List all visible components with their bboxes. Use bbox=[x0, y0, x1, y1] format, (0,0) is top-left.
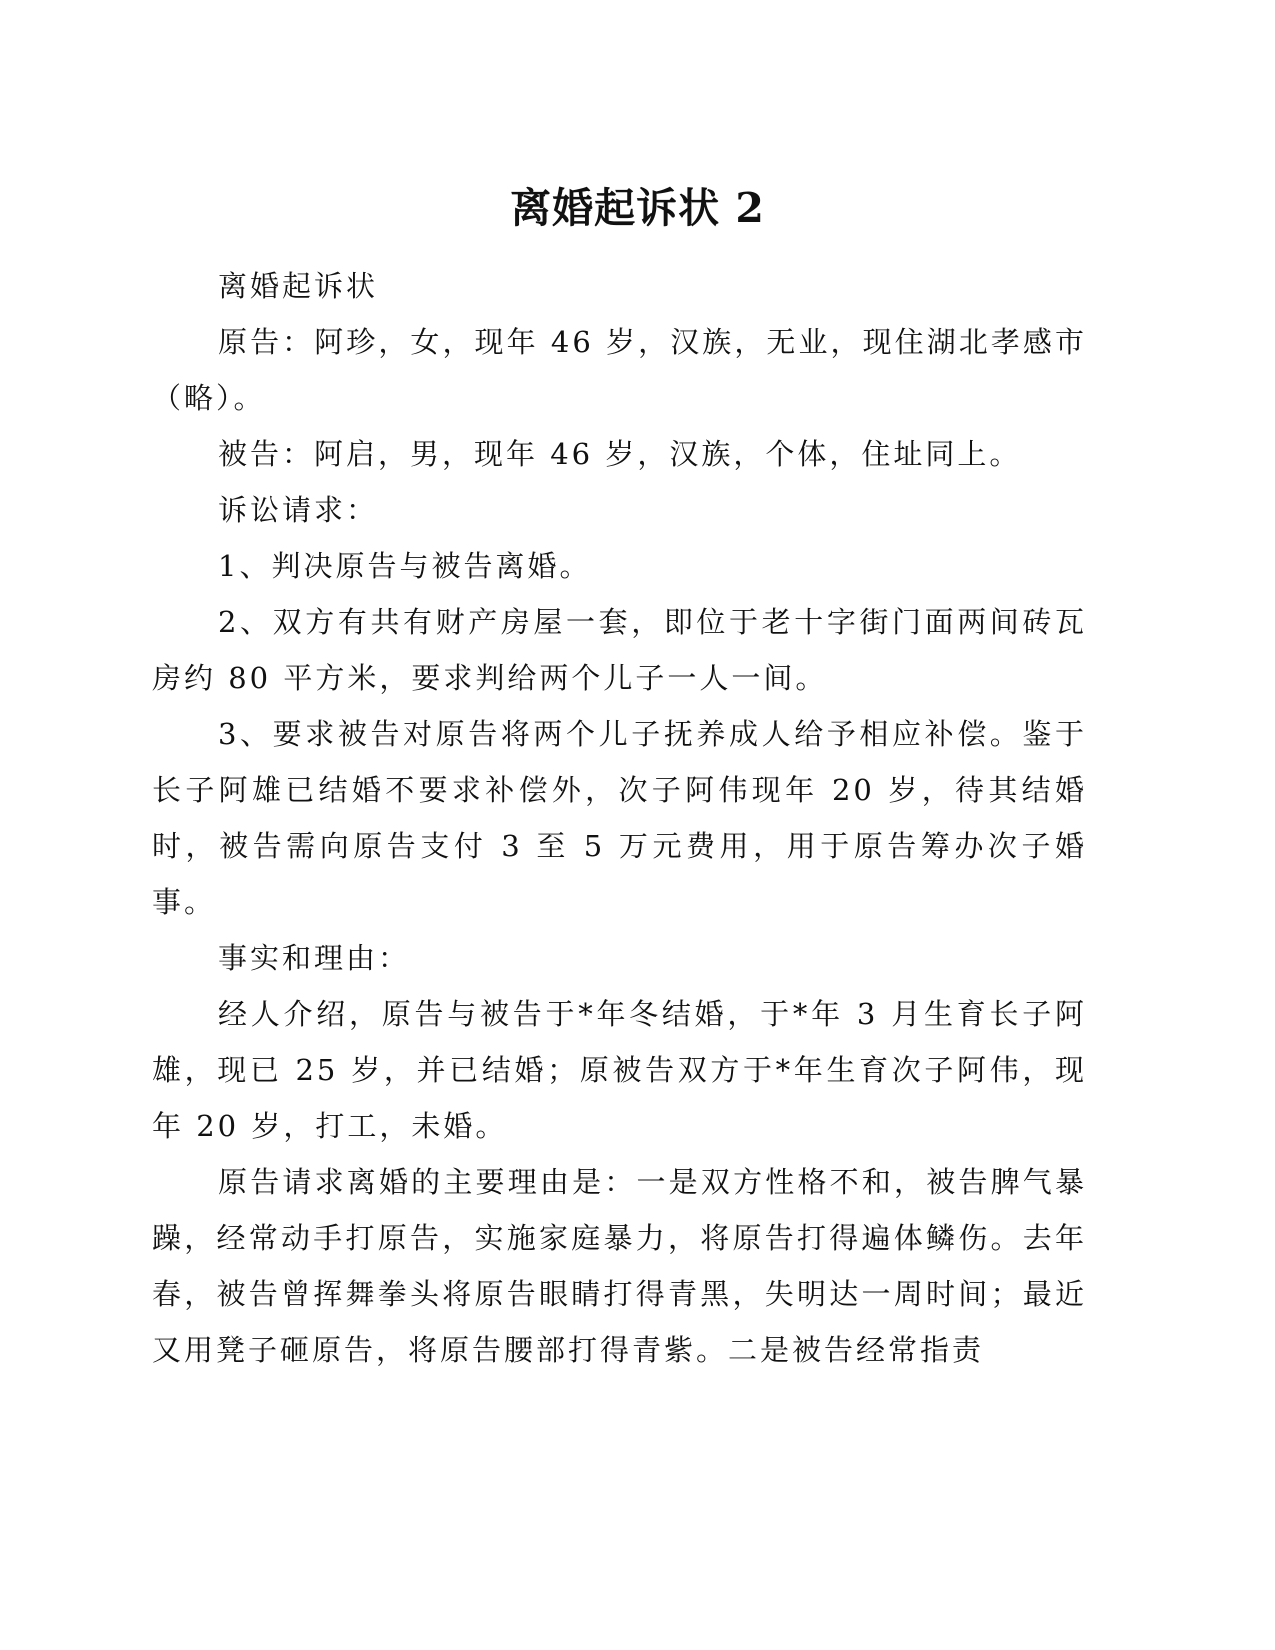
paragraph-claim-3: 3、要求被告对原告将两个儿子抚养成人给予相应补偿。鉴于长子阿雄已结婚不要求补偿外，次子阿伟现年 20 岁，待其结婚时，被告需向原告支付 3 至 5 万元费用，用于原告筹办次子婚事。 bbox=[152, 717, 1087, 919]
paragraph-defendant: 被告：阿启，男，现年 46 岁，汉族，个体，住址同上。 bbox=[218, 437, 1022, 471]
document-body bbox=[152, 258, 1087, 1378]
paragraph-claim-1: 1、判决原告与被告离婚。 bbox=[218, 549, 592, 583]
paragraph-facts-heading: 事实和理由： bbox=[218, 941, 411, 975]
paragraph-heading: 离婚起诉状 bbox=[218, 269, 379, 303]
paragraph-claim-2: 2、双方有共有财产房屋一套，即位于老十字街门面两间砖瓦房约 80 平方米，要求判给两个儿子一人一间。 bbox=[152, 605, 1087, 695]
paragraph-plaintiff: 原告：阿珍，女，现年 46 岁，汉族，无业，现住湖北孝感市（略）。 bbox=[152, 325, 1087, 415]
document-title: 离婚起诉状 2 bbox=[510, 184, 765, 232]
paragraph-facts-1: 经人介绍，原告与被告于*年冬结婚，于*年 3 月生育长子阿雄，现已 25 岁，并已结婚；原被告双方于*年生育次子阿伟，现年 20 岁，打工，未婚。 bbox=[152, 997, 1087, 1143]
paragraph-facts-2: 原告请求离婚的主要理由是：一是双方性格不和，被告脾气暴躁，经常动手打原告，实施家庭暴力，将原告打得遍体鳞伤。去年春，被告曾挥舞拳头将原告眼睛打得青黑，失明达一周时间；最近又用凳子砸原告，将原告腰部打得青紫。二是被告经常指责 bbox=[152, 1165, 1087, 1367]
paragraph-claims-heading: 诉讼请求： bbox=[218, 493, 379, 527]
